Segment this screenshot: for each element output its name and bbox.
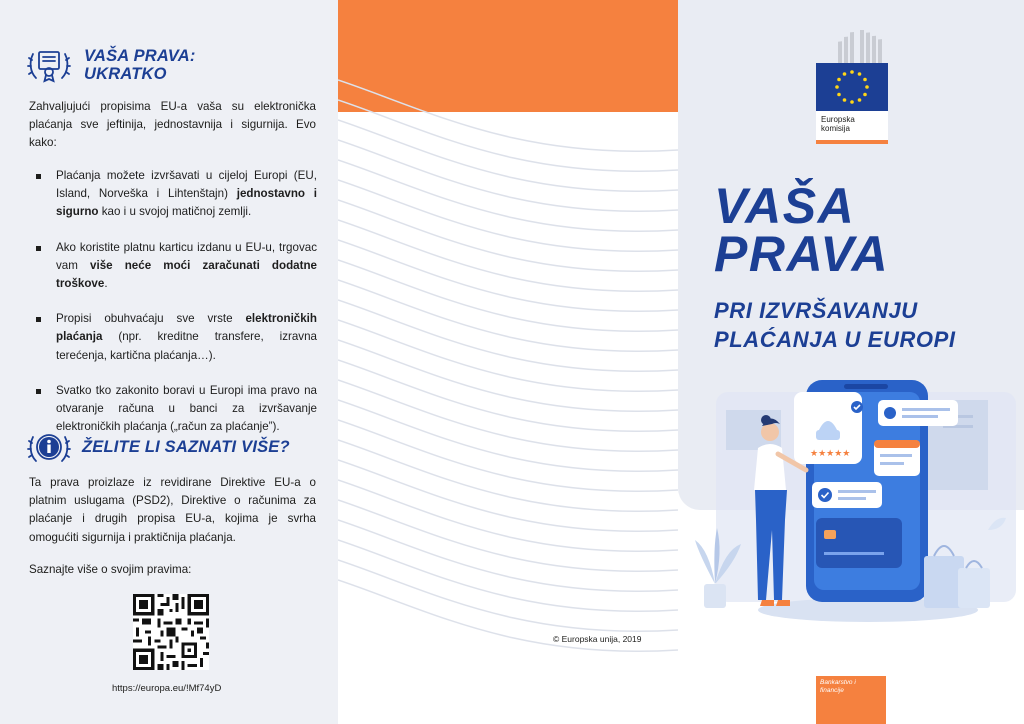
more-heading-text: ŽELITE LI SAZNATI VIŠE?	[82, 438, 290, 456]
eu-flag-icon	[816, 63, 888, 111]
more-heading	[26, 424, 290, 470]
cover-title-line2: PRAVA	[714, 226, 890, 282]
europa-link[interactable]: https://europa.eu/!Mf74yD	[112, 683, 222, 694]
rights-heading-line1: VAŠA PRAVA:	[84, 47, 196, 65]
learn-more-text: Saznajte više o svojim pravima:	[29, 563, 192, 576]
wave-line	[338, 100, 678, 171]
list-item: Propisi obuhvaćaju sve vrste elektroničkih plaćanja (npr. kreditne transfere, izravna terećenja, kartična plaćanja…).	[36, 310, 317, 365]
logo-text-line1: Europska	[821, 115, 855, 124]
european-commission-logo	[816, 30, 888, 145]
rating-stars: ★★★★★	[810, 449, 851, 459]
certificate-laurel-icon	[26, 42, 72, 88]
intro-paragraph: Zahvaljujući propisima EU-a vaša su elektronička plaćanja sve jeftinija, jednostavnija i sigurnija. Evo kako:	[29, 100, 316, 150]
qr-code[interactable]	[133, 594, 209, 670]
list-item: Svatko tko zakonito boravi u Europi ima pravo na otvaranje računa u banci za izvršavanje elektroničkih plaćanja („račun za plaćanje”).	[36, 382, 317, 437]
cover-title-line1: VAŠA	[714, 178, 856, 234]
eu-star	[843, 72, 847, 76]
rights-heading	[26, 42, 196, 88]
wave-line	[338, 80, 678, 151]
left-panel	[0, 0, 338, 724]
rights-list	[36, 167, 317, 453]
eu-star	[863, 93, 867, 97]
right-panel	[678, 0, 1024, 724]
eu-star	[837, 93, 841, 97]
eu-star	[858, 98, 862, 102]
decorative-wave-lines	[338, 0, 678, 724]
eu-star	[837, 78, 841, 82]
list-item: Plaćanja možete izvršavati u cijeloj Europi (EU, Island, Norveška i Lihtenštajn) jednostavno i sigurno kao i u svojoj matičnoj zemlji.	[36, 167, 317, 222]
cover-title	[714, 178, 890, 282]
info-icon	[26, 424, 72, 470]
eu-star	[858, 72, 862, 76]
eu-star	[850, 100, 854, 104]
category-tag-line2: financije	[820, 687, 844, 694]
cover-subtitle-line1: PRI IZVRŠAVANJU	[714, 298, 918, 323]
category-tag	[816, 676, 886, 724]
eu-star	[850, 70, 854, 74]
logo-text-line2: komisija	[821, 124, 850, 133]
copyright-text: © Europska unija, 2019	[553, 634, 642, 644]
cover-subtitle	[714, 296, 956, 354]
middle-panel	[338, 0, 678, 724]
eu-star	[863, 78, 867, 82]
eu-star	[865, 85, 869, 89]
category-tag-line1: Bankarstvo i	[820, 679, 856, 686]
more-paragraph: Ta prava proizlaze iz revidirane Direktive EU-a o platnim uslugama (PSD2), Direktive o računima za plaćanje i drugih propisa EU-a, kojima je svrha omogućiti sigurnija i praktičnija plaćanja.	[29, 476, 316, 544]
eu-star	[835, 85, 839, 89]
eu-star	[843, 98, 847, 102]
rights-heading-line2: UKRATKO	[84, 65, 167, 83]
cover-subtitle-line2: PLAĆANJA U EUROPI	[714, 327, 956, 352]
wave-line	[338, 120, 678, 191]
mobile-payment-illustration	[678, 370, 1024, 630]
list-item: Ako koristite platnu karticu izdanu u EU-u, trgovac vam više neće moći zaračunati dodatne troškove.	[36, 239, 317, 294]
